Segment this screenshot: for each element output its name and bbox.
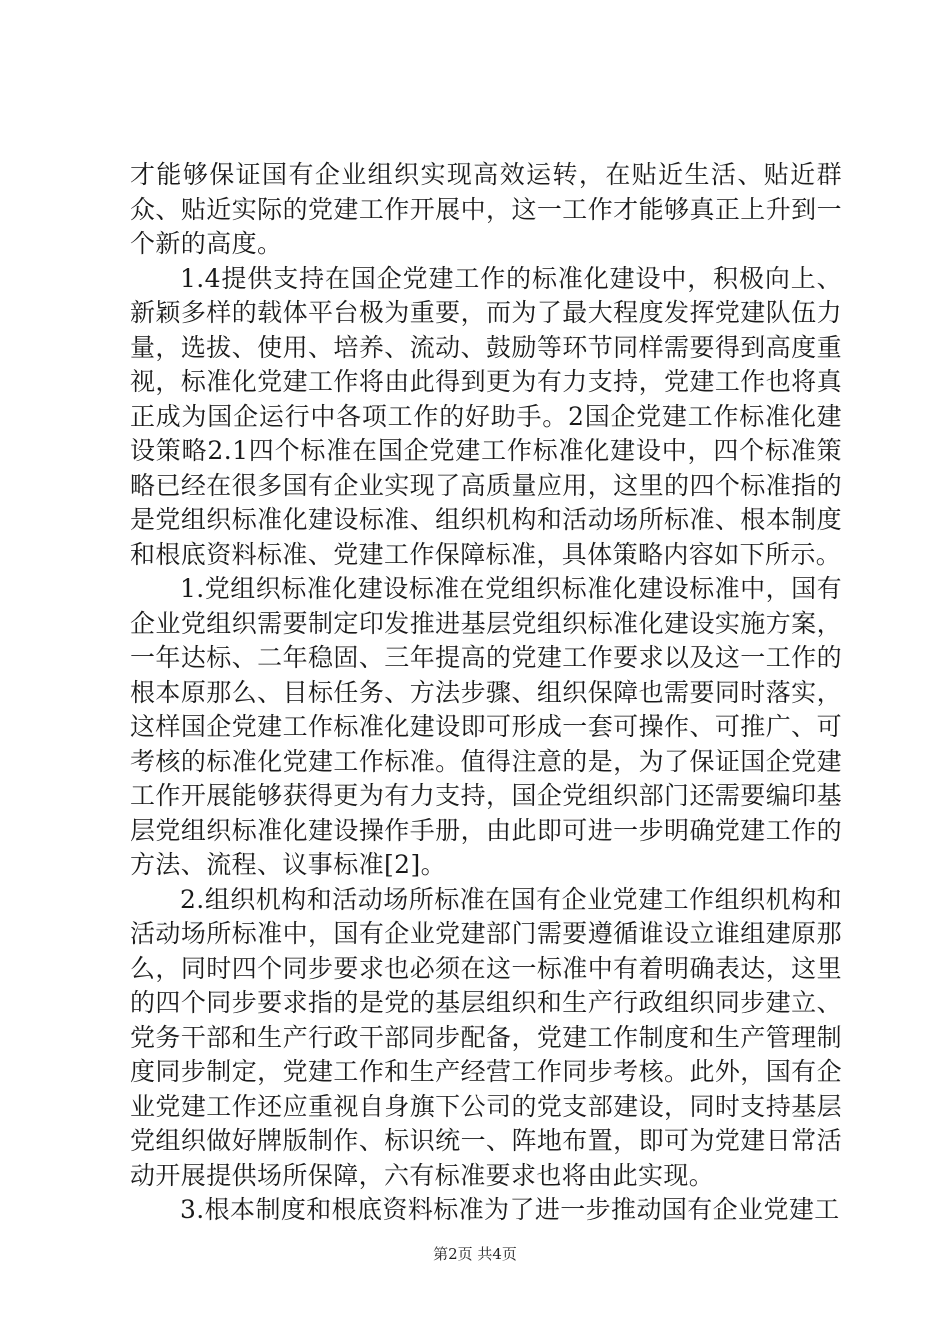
paragraph-1-4-support: 1.4提供支持在国企党建工作的标准化建设中，积极向上、新颖多样的载体平台极为重要，而为了最大程度发挥党建队伍力量，选拔、使用、培养、流动、鼓励等环节同样需要得到高度重视，标准化党建工作将由此得到更为有力支持，党建工作也将真正成为国企运行中各项工作的好助手。2国企党建工作标准化建设策略2.1四个标准在国企党建工作标准化建设中，四个标准策略已经在很多国有企业实现了高质量应用，这里的四个标准指的是党组织标准化建设标准、组织机构和活动场所标准、根本制度和根底资料标准、党建工作保障标准，具体策略内容如下所示。 bbox=[130, 263, 842, 569]
paragraph-party-org-standard: 1.党组织标准化建设标准在党组织标准化建设标准中，国有企业党组织需要制定印发推进基层党组织标准化建设实施方案，一年达标、二年稳固、三年提高的党建工作要求以及这一工作的根本原那么、目标任务、方法步骤、组织保障也需要同时落实，这样国企党建工作标准化建设即可形成一套可操作、可推广、可考核的标准化党建工作标准。值得注意的是，为了保证国企党建工作开展能够获得更为有力支持，国企党组织部门还需要编印基层党组织标准化建设操作手册，由此即可进一步明确党建工作的方法、流程、议事标准[2]。 bbox=[130, 574, 842, 879]
document-body bbox=[130, 158, 842, 1228]
paragraph-org-venue-standard: 2.组织机构和活动场所标准在国有企业党建工作组织机构和活动场所标准中，国有企业党建部门需要遵循谁设立谁组建原那么，同时四个同步要求也必须在这一标准中有着明确表达，这里的四个同步要求指的是党的基层组织和生产行政组织同步建立、党务干部和生产行政干部同步配备，党建工作制度和生产管理制度同步制定，党建工作和生产经营工作同步考核。此外，国有企业党建工作还应重视自身旗下公司的党支部建设，同时支持基层党组织做好牌版制作、标识统一、阵地布置，即可为党建日常活动开展提供场所保障，六有标准要求也将由此实现。 bbox=[130, 884, 842, 1190]
paragraph-basic-system-standard: 3.根本制度和根底资料标准为了进一步推动国有企业党建工 bbox=[180, 1195, 840, 1224]
page-number-footer: 第2页 共4页 bbox=[433, 1245, 517, 1263]
paragraph-continuation: 才能够保证国有企业组织实现高效运转，在贴近生活、贴近群众、贴近实际的党建工作开展中，这一工作才能够真正上升到一个新的高度。 bbox=[130, 160, 842, 258]
